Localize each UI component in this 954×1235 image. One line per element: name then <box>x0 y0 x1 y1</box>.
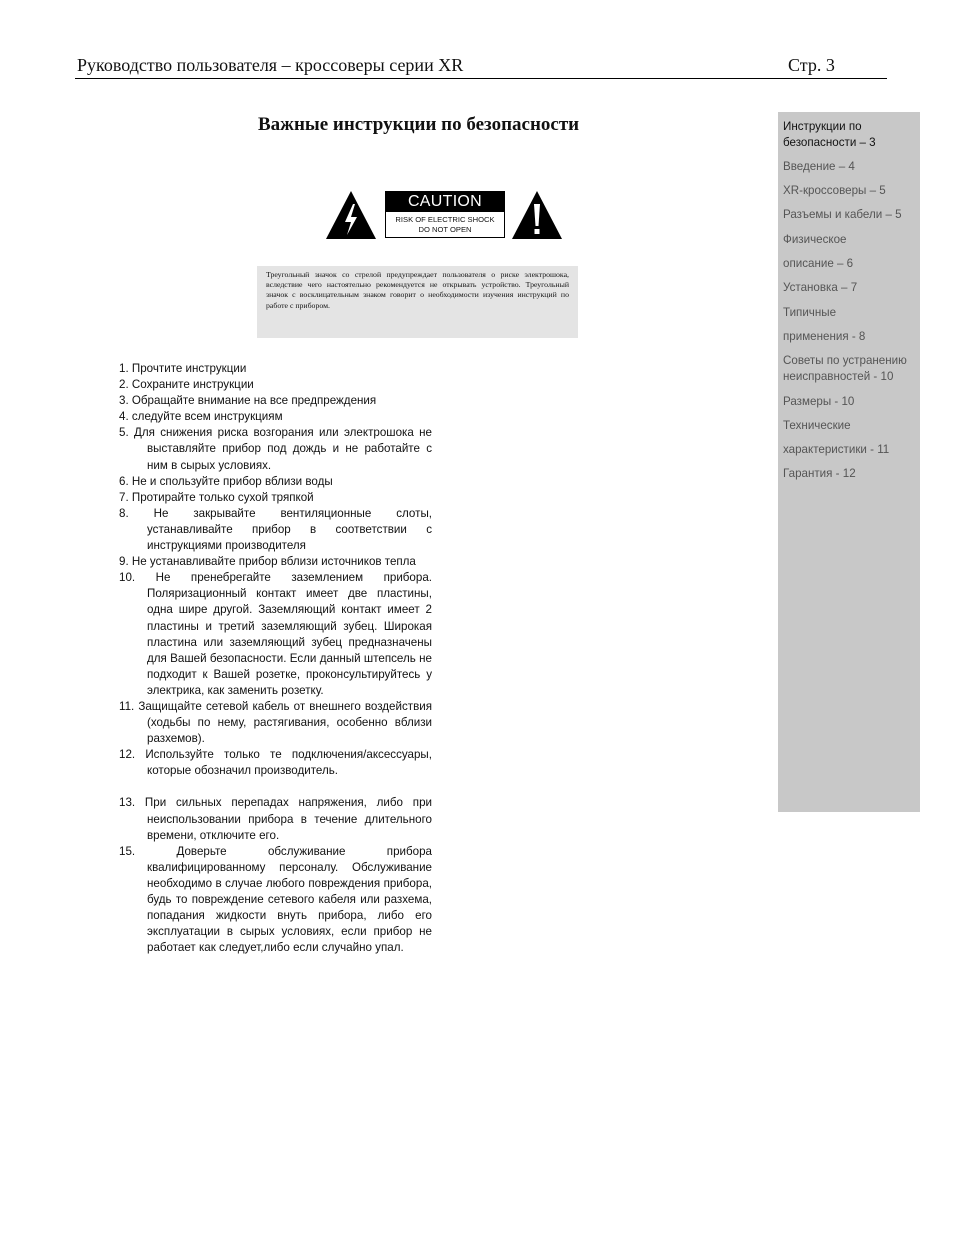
toc-item-introduction[interactable]: Введение – 4 <box>783 160 855 173</box>
toc-item-technical[interactable]: Технические <box>783 419 851 432</box>
safety-instructions-list <box>119 361 432 956</box>
symbol-notice-text: Треугольный значок со стрелой предупреждает пользователя о риске электрошока, вследствие чего настоятельно рекомендуется не открывать устройство. Треугольный значок с восклицательным знаком говорит о необходимости изучения инструкций по работе с прибором. <box>266 270 569 310</box>
sidebar-toc <box>778 112 920 812</box>
toc-item-typical[interactable]: Типичные <box>783 306 837 319</box>
toc-item-physical[interactable]: Физическое <box>783 233 847 246</box>
list-item: 4. следуйте всем инструкциям <box>119 410 283 424</box>
toc-item-xr-crossovers[interactable]: XR-кроссоверы – 5 <box>783 184 886 197</box>
list-item: 3. Обращайте внимание на все предпреждения <box>119 394 377 408</box>
caution-line-2: DO NOT OPEN <box>418 225 472 234</box>
toc-item-applications[interactable]: применения - 8 <box>783 330 866 343</box>
list-item: 11. Защищайте сетевой кабель от внешнего воздействия (ходьбы по нему, растягивания, особенно вблизи разхемов). <box>119 699 432 746</box>
list-item: 7. Протирайте только сухой тряпкой <box>119 490 314 504</box>
symbol-notice-box <box>257 266 578 338</box>
toc-item-warranty[interactable]: Гарантия - 12 <box>783 467 856 480</box>
toc-item-specifications[interactable]: характеристики - 11 <box>783 443 890 456</box>
toc-item-troubleshooting[interactable]: Советы по устранению неисправностей - 10 <box>783 354 907 383</box>
caution-graphic <box>325 190 565 240</box>
page-title: Важные инструкции по безопасности <box>258 114 580 135</box>
toc-item-safety[interactable]: Инструкции по безопасности – 3 <box>783 120 876 149</box>
list-item: 9. Не устанавливайте прибор вблизи источников тепла <box>119 555 416 569</box>
caution-label <box>385 191 505 238</box>
caution-heading: CAUTION <box>386 192 504 212</box>
list-item: 1. Прочтите инструкции <box>119 362 247 375</box>
list-item: 5. Для снижения риска возгорания или электрошока не выставляйте прибор под дождь и не работайте с ним в сырых условиях. <box>119 426 432 472</box>
list-item: 12. Используйте только те подключения/аксессуары, которые обозначил производитель. <box>119 748 432 778</box>
page-number: Стр. 3 <box>788 55 835 75</box>
list-item: 2. Сохраните инструкции <box>119 378 254 392</box>
header-divider <box>75 78 887 79</box>
list-item: 13. При сильных перепадах напряжения, либо при неиспользовании прибора в течение длительного времени, отключите его. <box>119 796 432 842</box>
lightning-warning-icon <box>325 190 377 240</box>
toc-item-description[interactable]: описание – 6 <box>783 257 854 270</box>
list-item: 15. Доверьте обслуживание прибора квалифицированному персоналу. Обслуживание необходимо в случае любого повреждения прибора, будь то повреждение сетевого кабеля или разхема, попадания жидкости внуть прибора, либо его эксплуатации в сырых условиях, если прибор не работает как следует,либо если случайно упал. <box>119 844 432 955</box>
list-item: 6. Не и спользуйте прибор вблизи воды <box>119 474 333 488</box>
toc-item-connectors[interactable]: Разъемы и кабели – 5 <box>783 208 902 221</box>
header-title: Руководство пользователя – кроссоверы серии XR <box>77 55 464 75</box>
toc-item-dimensions[interactable]: Размеры - 10 <box>783 395 855 408</box>
toc-item-installation[interactable]: Установка – 7 <box>783 281 858 294</box>
list-item: 10. Не пренебрегайте заземлением прибора. Поляризационный контакт имеет две пластины, одна шире другой. Заземляющий контакт имеет 2 пластины и третий заземляющий зубец. Широкая пластина или заземляющий зубец предназначены для Вашей безопасности. Если данный штепсель не подходит к Вашей розетке, проконсультируйтесь у электрика, как заменить розетку. <box>119 571 432 697</box>
exclamation-warning-icon <box>511 190 563 240</box>
list-item: 8. Не закрывайте вентиляционные слоты, устанавливайте прибор в соответствии с инструкциями производителя <box>119 506 432 553</box>
caution-line-1: RISK OF ELECTRIC SHOCK <box>395 215 495 224</box>
